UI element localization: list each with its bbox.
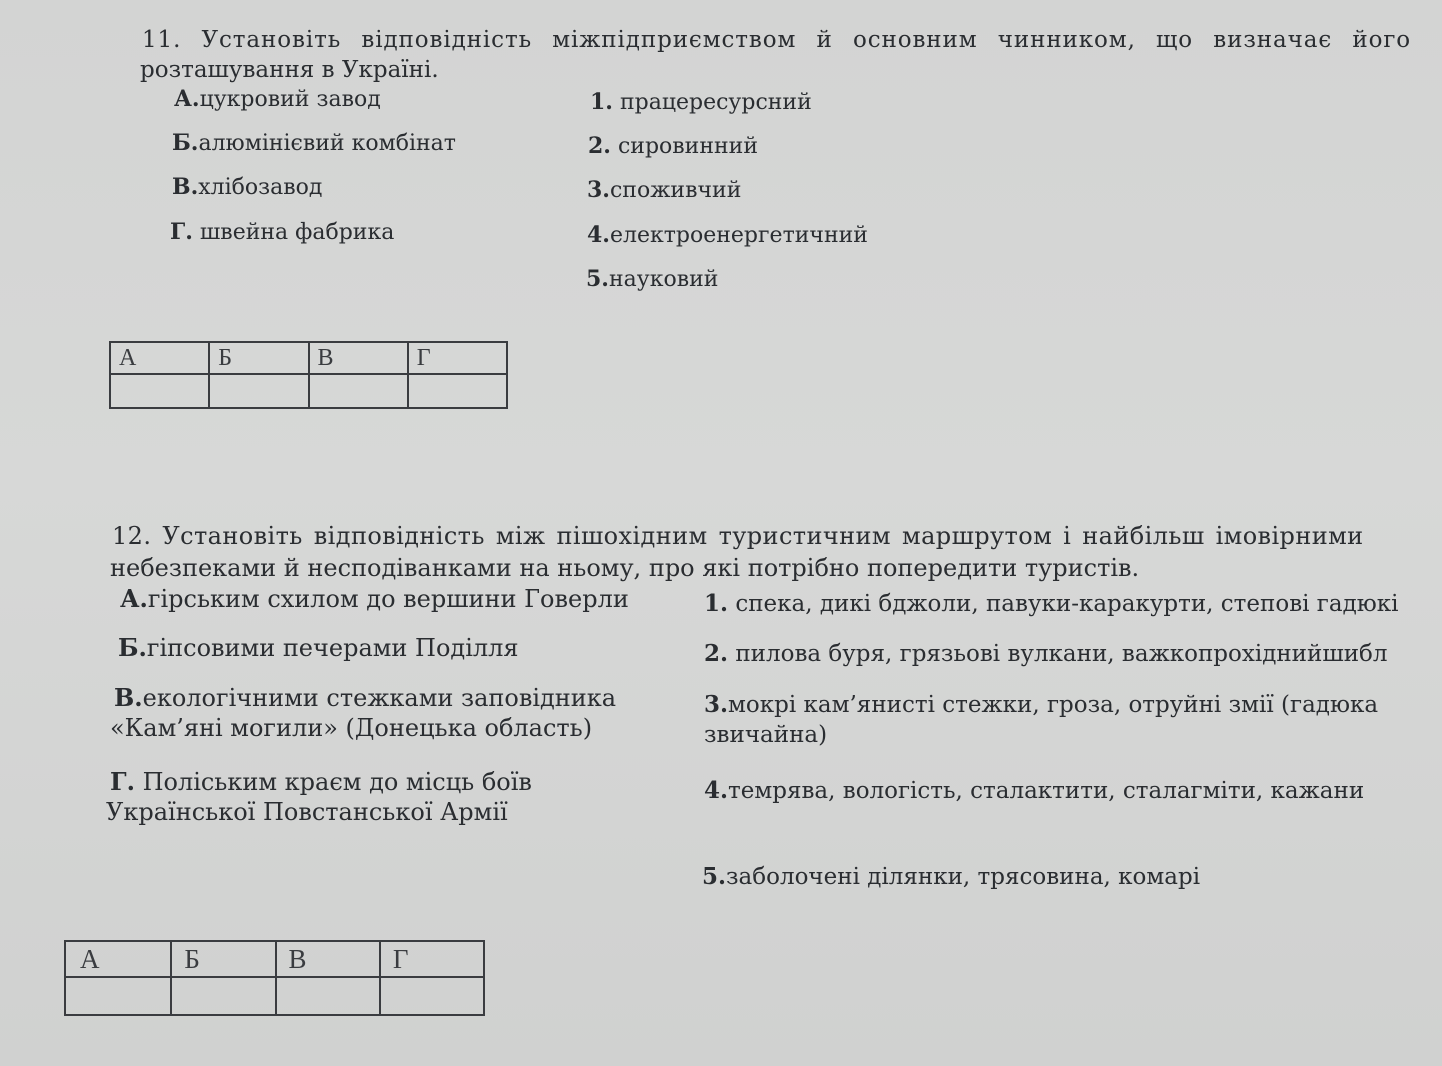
q12-title-line2: небезпеками й несподіванками на ньому, про які потрібно попередити туристів. (110, 554, 1140, 582)
q12-header-b: Б (171, 941, 275, 977)
q12-route-a: А.гірським схилом до вершини Говерли (120, 584, 629, 613)
q11-factor-4: 4.електроенергетичний (587, 222, 868, 248)
q12-route-v: В.екологічними стежками заповідника «Кам’яні могили» (Донецька область) (110, 683, 617, 742)
q12-header-g: Г (380, 941, 484, 977)
q11-answer-cell-b[interactable] (209, 374, 308, 408)
q11-factor-1: 1. працересурсний (590, 89, 812, 115)
q11-header-b: Б (209, 342, 308, 374)
q12-hazard-1: 1. спека, дикі бджоли, павуки-каракурти, степові гадюкі (704, 590, 1399, 617)
q12-hazard-4: 4.темрява, вологість, сталактити, сталагміти, кажани (704, 777, 1365, 804)
q11-table-answer-row (110, 374, 507, 408)
q12-route-g: Г. Поліським краєм до місць боїв Української Повстанської Армії (106, 767, 532, 826)
q11-option-b: Б.алюмінієвий комбінат (172, 130, 456, 156)
q12-answer-cell-b[interactable] (171, 977, 275, 1015)
q11-answer-cell-a[interactable] (110, 374, 209, 408)
q12-route-b: Б.гіпсовими печерами Поділля (118, 633, 519, 662)
q12-table-answer-row (65, 977, 484, 1015)
q11-title-line2: розташування в Україні. (140, 57, 439, 83)
q11-option-v: В.хлібозавод (172, 174, 323, 200)
q11-header-g: Г (408, 342, 507, 374)
q12-answer-cell-v[interactable] (276, 977, 380, 1015)
q11-factor-5: 5.науковий (586, 266, 719, 292)
q11-option-a: А.цукровий завод (174, 86, 381, 112)
q11-title-line1: 11. Установіть відповідність міжпідприємством й основним чинником, що визначає його (142, 27, 1412, 53)
q12-header-a: А (65, 941, 171, 977)
q11-answer-table (109, 341, 508, 409)
q12-answer-cell-a[interactable] (65, 977, 171, 1015)
q11-option-g: Г. швейна фабрика (170, 219, 395, 245)
q11-factor-3: 3.споживчий (587, 177, 742, 203)
q12-hazard-5: 5.заболочені ділянки, трясовина, комарі (702, 863, 1201, 890)
q11-answer-cell-v[interactable] (309, 374, 408, 408)
q12-title-line1: 12. Установіть відповідність між пішохідним туристичним маршрутом і найбільш імовірними (112, 522, 1364, 550)
q11-table-header-row (110, 342, 507, 374)
q11-header-a: А (110, 342, 209, 374)
q12-header-v: В (276, 941, 380, 977)
q12-answer-table (64, 940, 485, 1016)
q12-hazard-3: 3.мокрі кам’янисті стежки, гроза, отруйні змії (гадюка звичайна) (704, 691, 1379, 748)
q11-factor-2: 2. сировинний (588, 133, 758, 159)
q11-header-v: В (309, 342, 408, 374)
q12-table-header-row (65, 941, 484, 977)
q11-answer-cell-g[interactable] (408, 374, 507, 408)
q12-answer-cell-g[interactable] (380, 977, 484, 1015)
q12-hazard-2: 2. пилова буря, грязьові вулкани, важкопрохіднийшибл (704, 640, 1388, 667)
